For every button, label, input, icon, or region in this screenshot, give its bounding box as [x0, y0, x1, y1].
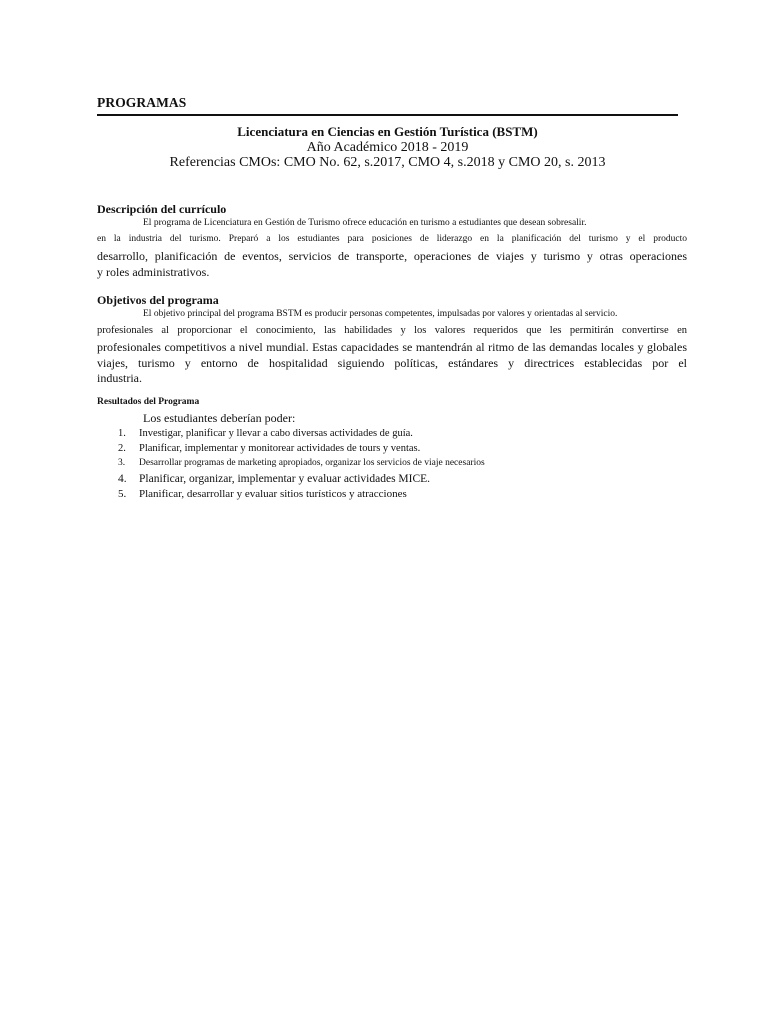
list-item-number: 4. — [118, 473, 127, 485]
objectives-heading: Objetivos del programa — [97, 293, 219, 307]
curriculum-line-3: desarrollo, planificación de eventos, servicios de transporte, operaciones de viajes y turismo y otras operaciones — [97, 249, 687, 263]
section-heading: PROGRAMAS — [97, 95, 187, 110]
curriculum-heading: Descripción del currículo — [97, 202, 227, 216]
list-item-text: Investigar, planificar y llevar a cabo diversas actividades de guía. — [139, 428, 413, 439]
list-item-number: 5. — [118, 488, 127, 500]
objectives-line-3: profesionales competitivos a nivel mundial. Estas capacidades se mantendrán al ritmo de las demandas locales y globales — [97, 340, 687, 354]
list-item-number: 2. — [118, 443, 126, 454]
list-item-text: Planificar, implementar y monitorear actividades de tours y ventas. — [139, 443, 421, 454]
academic-year: Año Académico 2018 - 2019 — [306, 140, 469, 155]
program-title: Licenciatura en Ciencias en Gestión Turística (BSTM) — [237, 124, 538, 139]
list-item-text: Desarrollar programas de marketing apropiados, organizar los servicios de viaje necesarios — [139, 458, 485, 468]
list-item-number: 3. — [118, 458, 126, 468]
objectives-line-4: viajes, turismo y entorno de hospitalidad siguiendo políticas, estándares y directrices establecidas por el — [97, 356, 687, 370]
list-item-text: Planificar, organizar, implementar y evaluar actividades MICE. — [139, 473, 431, 485]
objectives-line-5: industria. — [97, 371, 142, 385]
heading-divider — [97, 114, 678, 116]
curriculum-line-2: en la industria del turismo. Preparó a los estudiantes para posiciones de liderazgo en la planificación del turismo y el producto — [97, 234, 687, 244]
list-item-text: Planificar, desarrollar y evaluar sitios turísticos y atracciones — [139, 488, 407, 500]
outcomes-intro: Los estudiantes deberían poder: — [143, 411, 296, 425]
cmo-references: Referencias CMOs: CMO No. 62, s.2017, CMO 4, s.2018 y CMO 20, s. 2013 — [169, 155, 606, 170]
curriculum-line-1: El programa de Licenciatura en Gestión de Turismo ofrece educación en turismo a estudiantes que desean sobresalir. — [143, 218, 587, 228]
outcomes-heading: Resultados del Programa — [97, 397, 200, 407]
list-item-number: 1. — [118, 428, 126, 439]
objectives-line-1: El objetivo principal del programa BSTM es producir personas competentes, impulsadas por valores y orientadas al servicio. — [143, 309, 618, 319]
curriculum-line-4: y roles administrativos. — [97, 265, 210, 279]
objectives-line-2: profesionales al proporcionar el conocimiento, las habilidades y los valores requeridos que les permitirán convertirse en — [97, 325, 687, 336]
